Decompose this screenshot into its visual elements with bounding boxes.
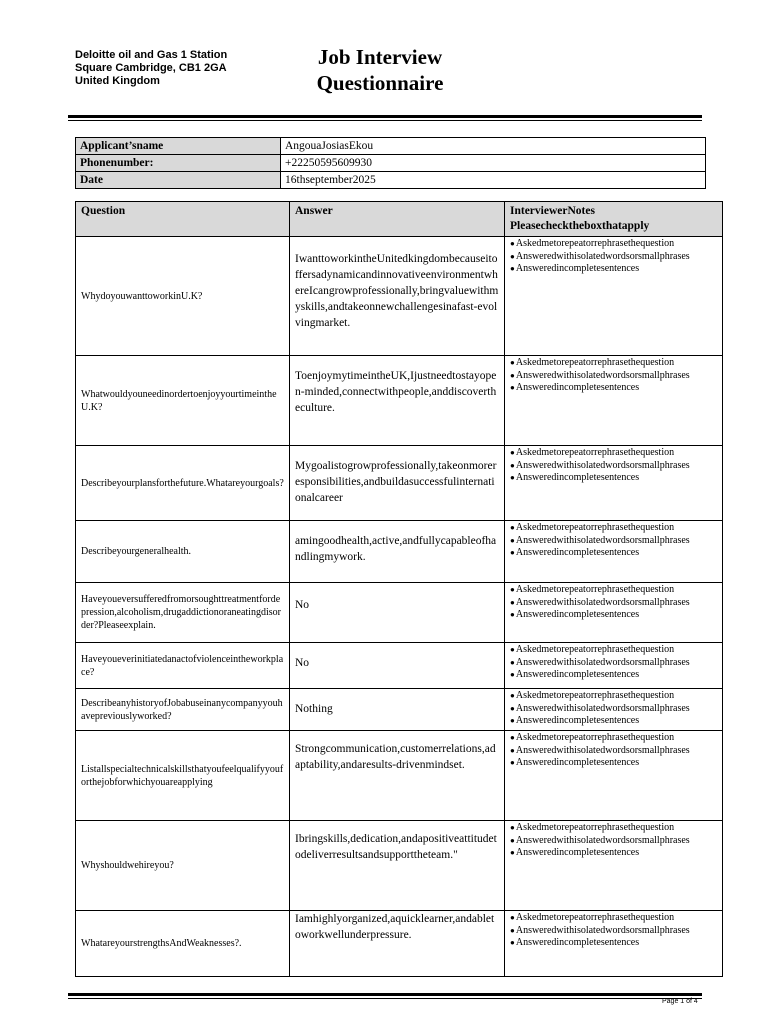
notes-cell [505, 643, 723, 689]
applicant-value: +22250595609930 [281, 155, 706, 172]
bullet-icon: ● [510, 535, 515, 545]
answer-cell [290, 583, 505, 643]
applicant-row [76, 138, 706, 155]
notes-option-label: Askedmetorepeatorrephrasethequestion [515, 522, 675, 533]
notes-option[interactable] [510, 912, 717, 925]
answer-cell [290, 821, 505, 911]
bullet-icon: ● [510, 370, 515, 380]
notes-option-label: Askedmetorepeatorrephrasethequestion [515, 732, 675, 743]
header-rule [68, 115, 702, 118]
notes-option-label: Answeredwithisolatedwordsorsmallphrases [515, 459, 690, 471]
table-row [76, 731, 723, 821]
questionnaire-table [75, 201, 723, 977]
notes-option-label: Answeredincompletesentences [515, 847, 640, 858]
bullet-icon: ● [510, 597, 515, 607]
bullet-icon: ● [510, 835, 515, 845]
question-cell [76, 583, 290, 643]
answer-text: No [295, 657, 310, 669]
notes-option[interactable] [510, 584, 717, 597]
answer-cell [290, 446, 505, 521]
address-line: Deloitte oil and Gas 1 Station [75, 49, 228, 61]
question-cell [76, 821, 290, 911]
answer-text: ToenjoymytimeintheUK,Ijustneedtostayopen-minded,connectwithpeople,anddiscovertheculture. [295, 370, 497, 414]
notes-option[interactable] [510, 447, 717, 460]
table-row [76, 821, 723, 911]
answer-cell [290, 689, 505, 731]
header-rule-thin [68, 120, 702, 121]
bullet-icon: ● [510, 938, 515, 947]
question-cell [76, 446, 290, 521]
notes-option[interactable] [510, 644, 717, 657]
question-cell [76, 643, 290, 689]
bullet-icon: ● [510, 733, 515, 742]
question-cell [76, 911, 290, 977]
bullet-icon: ● [510, 925, 515, 935]
notes-option-label: Answeredwithisolatedwordsorsmallphrases [515, 834, 690, 846]
answer-cell [290, 521, 505, 583]
footer-rule [68, 993, 702, 996]
answer-text: amingoodhealth,active,andfullycapableofhandlingmywork. [295, 535, 497, 563]
bullet-icon: ● [510, 716, 515, 725]
table-row [76, 643, 723, 689]
question-cell [76, 521, 290, 583]
address-line: United Kingdom [75, 75, 160, 87]
notes-cell [505, 583, 723, 643]
question-text: Describeyourplansforthefuture.Whatareyourgoals? [81, 477, 284, 489]
table-row [76, 521, 723, 583]
notes-option-label: Askedmetorepeatorrephrasethequestion [515, 644, 675, 655]
applicant-value: 16thseptember2025 [281, 172, 706, 189]
question-cell [76, 731, 290, 821]
notes-option-label: Answeredincompletesentences [515, 472, 640, 483]
notes-option[interactable] [510, 263, 717, 276]
notes-option[interactable] [510, 732, 717, 745]
table-row [76, 446, 723, 521]
notes-option-label: Answeredincompletesentences [515, 715, 640, 726]
answer-cell [290, 643, 505, 689]
question-header: Question [76, 202, 290, 237]
notes-option-label: Answeredincompletesentences [515, 609, 640, 620]
bullet-icon: ● [510, 645, 515, 654]
notes-option[interactable] [510, 460, 717, 473]
notes-option[interactable] [510, 835, 717, 848]
answer-header: Answer [290, 202, 505, 237]
notes-cell [505, 521, 723, 583]
answer-cell [290, 237, 505, 356]
notes-option-label: Answeredincompletesentences [515, 382, 640, 393]
notes-option[interactable] [510, 822, 717, 835]
question-text: Haveyoueversufferedfromorsoughttreatmentfordepression,alcoholism,drugaddictionoraneatingdisorder?Pleaseexplain. [81, 594, 281, 631]
notes-header-line-2: Pleasechecktheboxthatapply [510, 220, 650, 232]
notes-option[interactable] [510, 251, 717, 264]
applicant-info-table [75, 137, 706, 189]
notes-option-label: Askedmetorepeatorrephrasethequestion [515, 912, 675, 923]
applicant-label: Applicant’sname [76, 138, 281, 155]
question-cell [76, 237, 290, 356]
notes-option-label: Askedmetorepeatorrephrasethequestion [515, 238, 675, 249]
bullet-icon: ● [510, 670, 515, 679]
bullet-icon: ● [510, 758, 515, 767]
table-row [76, 356, 723, 446]
notes-option-label: Askedmetorepeatorrephrasethequestion [515, 584, 675, 595]
notes-option-label: Answeredincompletesentences [515, 937, 640, 948]
applicant-row [76, 172, 706, 189]
notes-option[interactable] [510, 657, 717, 670]
notes-option[interactable] [510, 382, 717, 395]
title-line-2: Questionnaire [316, 71, 444, 95]
page-number: Page 1 of 4 [662, 998, 698, 1005]
answer-cell [290, 356, 505, 446]
footer-rule-thin [68, 998, 702, 999]
question-text: Whyshouldwehireyou? [81, 860, 174, 871]
bullet-icon: ● [510, 691, 515, 700]
bullet-icon: ● [510, 473, 515, 482]
notes-option[interactable] [510, 609, 717, 622]
bullet-icon: ● [510, 548, 515, 557]
notes-option[interactable] [510, 757, 717, 770]
notes-option-label: Answeredincompletesentences [515, 669, 640, 680]
bullet-icon: ● [510, 448, 515, 457]
question-text: Describeyourgeneralhealth. [81, 546, 192, 557]
answer-cell [290, 911, 505, 977]
notes-option[interactable] [510, 669, 717, 682]
notes-option[interactable] [510, 703, 717, 716]
question-text: DescribeanyhistoryofJobabuseinanycompanyyouhavepreviouslyworked? [81, 697, 283, 722]
bullet-icon: ● [510, 239, 515, 248]
notes-option[interactable] [510, 925, 717, 938]
notes-option[interactable] [510, 522, 717, 535]
table-row [76, 237, 723, 356]
notes-option-label: Answeredwithisolatedwordsorsmallphrases [515, 250, 690, 262]
notes-option-label: Answeredwithisolatedwordsorsmallphrases [515, 702, 690, 714]
question-cell [76, 356, 290, 446]
table-header-row [76, 202, 723, 237]
table-row [76, 583, 723, 643]
notes-option-label: Answeredwithisolatedwordsorsmallphrases [515, 534, 690, 546]
bullet-icon: ● [510, 657, 515, 667]
bullet-icon: ● [510, 823, 515, 832]
notes-option-label: Askedmetorepeatorrephrasethequestion [515, 357, 675, 368]
notes-cell [505, 237, 723, 356]
bullet-icon: ● [510, 251, 515, 261]
question-text: Listallspecialtechnicalskillsthatyoufeelqualifyyouforthejobforwhichyouareapplying [81, 763, 284, 788]
bullet-icon: ● [510, 460, 515, 470]
notes-option-label: Answeredincompletesentences [515, 757, 640, 768]
notes-option-label: Answeredincompletesentences [515, 547, 640, 558]
answer-text: Nothing [295, 703, 333, 715]
notes-cell [505, 821, 723, 911]
notes-option[interactable] [510, 715, 717, 728]
table-row [76, 689, 723, 731]
notes-option[interactable] [510, 597, 717, 610]
bullet-icon: ● [510, 358, 515, 367]
address-line: Square Cambridge, CB1 2GA [75, 62, 227, 74]
notes-cell [505, 911, 723, 977]
notes-option-label: Answeredwithisolatedwordsorsmallphrases [515, 744, 690, 756]
notes-option-label: Answeredwithisolatedwordsorsmallphrases [515, 656, 690, 668]
question-text: WhydoyouwanttoworkinU.K? [81, 290, 203, 302]
bullet-icon: ● [510, 610, 515, 619]
notes-option[interactable] [510, 547, 717, 560]
notes-option-label: Askedmetorepeatorrephrasethequestion [515, 447, 675, 458]
document-title [270, 44, 490, 96]
answer-text: Mygoalistogrowprofessionally,takeonmoreresponsibilities,andbuildasuccessfulinternationalcareer [295, 460, 497, 504]
notes-option[interactable] [510, 238, 717, 251]
notes-option-label: Answeredwithisolatedwordsorsmallphrases [515, 596, 690, 608]
question-cell [76, 689, 290, 731]
question-text: WhatwouldyouneedinordertoenjoyyourtimeintheU.K? [81, 388, 277, 413]
answer-text: IwanttoworkintheUnitedkingdombecauseitoffersadynamicandinnovativeenvironmentwhereIcangrowprofessionally,bringvaluewithmyskills,andtakeonnewchallengesinafast-evolvingmarket. [295, 253, 499, 329]
notes-option[interactable] [510, 745, 717, 758]
notes-header-line-1: InterviewerNotes [510, 205, 595, 217]
notes-option[interactable] [510, 370, 717, 383]
bullet-icon: ● [510, 264, 515, 273]
title-line-1: Job Interview [317, 45, 443, 69]
answer-text: Strongcommunication,customerrelations,adaptability,andaresults-drivenmindset. [295, 743, 496, 771]
company-address [75, 49, 227, 88]
notes-cell [505, 731, 723, 821]
applicant-label: Phonenumber: [76, 155, 281, 172]
notes-option-label: Answeredincompletesentences [515, 263, 640, 274]
notes-option-label: Askedmetorepeatorrephrasethequestion [515, 690, 675, 701]
answer-cell [290, 731, 505, 821]
applicant-value: AngouaJosiasEkou [281, 138, 706, 155]
notes-cell [505, 689, 723, 731]
bullet-icon: ● [510, 913, 515, 922]
notes-option-label: Askedmetorepeatorrephrasethequestion [515, 822, 675, 833]
notes-option-label: Answeredwithisolatedwordsorsmallphrases [515, 924, 690, 936]
bullet-icon: ● [510, 745, 515, 755]
notes-option[interactable] [510, 357, 717, 370]
applicant-label: Date [76, 172, 281, 189]
answer-text: No [295, 599, 310, 611]
applicant-row [76, 155, 706, 172]
notes-option-label: Answeredwithisolatedwordsorsmallphrases [515, 369, 690, 381]
question-text: Haveyoueverinitiatedanactofviolenceintheworkplace? [81, 653, 284, 678]
notes-option[interactable] [510, 690, 717, 703]
bullet-icon: ● [510, 703, 515, 713]
table-row [76, 911, 723, 977]
bullet-icon: ● [510, 848, 515, 857]
bullet-icon: ● [510, 585, 515, 594]
notes-cell [505, 356, 723, 446]
question-text: WhatareyourstrengthsAndWeaknesses?. [81, 938, 242, 949]
notes-option[interactable] [510, 937, 717, 950]
bullet-icon: ● [510, 383, 515, 392]
answer-text: Iamhighlyorganized,aquicklearner,andabletoworkwellunderpressure. [295, 913, 495, 941]
notes-header [505, 202, 723, 237]
notes-option[interactable] [510, 847, 717, 860]
notes-option[interactable] [510, 472, 717, 485]
answer-text: Ibringskills,dedication,andapositiveattitudetodeliverresultsandsupporttheteam." [295, 833, 497, 861]
notes-option[interactable] [510, 535, 717, 548]
bullet-icon: ● [510, 523, 515, 532]
notes-cell [505, 446, 723, 521]
